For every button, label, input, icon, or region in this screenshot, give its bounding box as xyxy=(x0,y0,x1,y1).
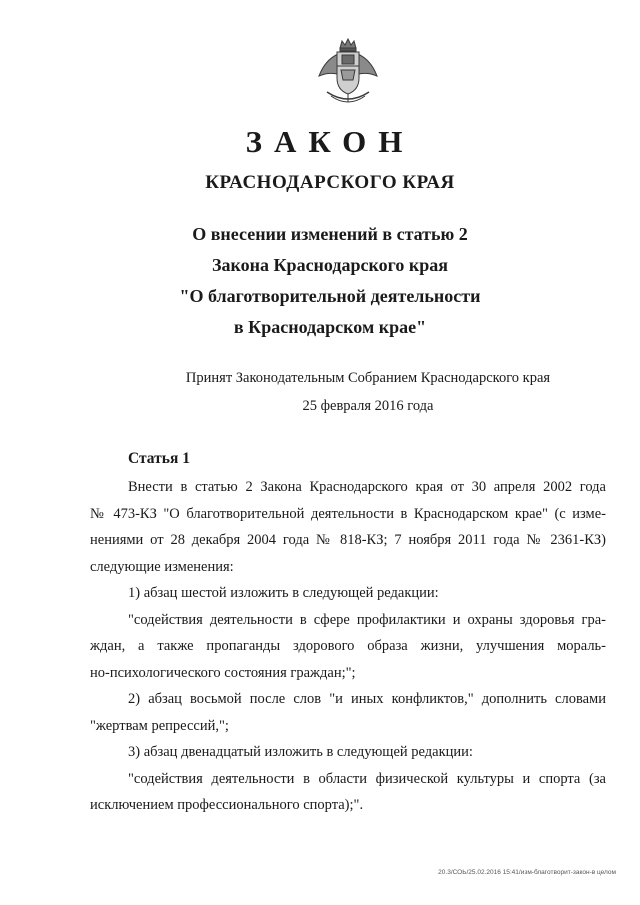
region-heading: КРАСНОДАРСКОГО КРАЯ xyxy=(205,172,455,193)
adoption-body-line: Принят Законодательным Собранием Краснодарского края xyxy=(185,370,551,386)
article-text-line: "жертвам репрессий,"; xyxy=(90,717,229,734)
article-text-line: следующие изменения: xyxy=(90,558,234,575)
article-text-line: 1) абзац шестой изложить в следующей редакции: xyxy=(128,585,439,601)
document-footer-stamp: 20.3/СОЬ/25.02.2016 15:41/изм-благотворит-закон-в целом xyxy=(438,869,616,876)
adoption-note xyxy=(130,364,606,420)
article-text-line: но-психологического состояния граждан;"; xyxy=(90,664,356,681)
article-text-line: № 473-КЗ "О благотворительной деятельности в Краснодарском крае" (с изме- xyxy=(90,505,606,522)
adoption-date-line: 25 февраля 2016 года xyxy=(302,398,434,414)
article-text-line: 3) абзац двенадцатый изложить в следующей редакции: xyxy=(128,744,473,760)
document-type-heading: ЗАКОН xyxy=(245,124,415,159)
article-text-line: нениями от 28 декабря 2004 года № 818-КЗ; 7 ноября 2011 года № 2361-КЗ) xyxy=(90,532,606,548)
law-title xyxy=(0,219,640,343)
article-heading: Статья 1 xyxy=(128,450,190,467)
article-text-line: ждан, а также пропаганды здорового образа жизни, улучшения мораль- xyxy=(90,638,606,654)
article-text-line: "содействия деятельности в сфере профилактики и охраны здоровья гра- xyxy=(128,611,606,628)
article-text-line: Внести в статью 2 Закона Краснодарского края от 30 апреля 2002 года xyxy=(128,479,606,495)
article-text-line: исключением профессионального спорта);". xyxy=(90,797,364,813)
article-body xyxy=(90,474,606,819)
article-text-line: 2) абзац восьмой после слов "и иных конфликтов," дополнить словами xyxy=(128,691,606,707)
law-title-line: в Краснодарском крае" xyxy=(233,317,427,337)
law-title-line: О внесении изменений в статью 2 xyxy=(192,224,468,244)
law-title-line: Закона Краснодарского края xyxy=(212,255,448,275)
article-text-line: "содействия деятельности в области физической культуры и спорта (за xyxy=(128,770,606,787)
law-title-line: "О благотворительной деятельности xyxy=(179,286,481,306)
krasnodar-krai-coat-of-arms-icon xyxy=(313,36,383,108)
